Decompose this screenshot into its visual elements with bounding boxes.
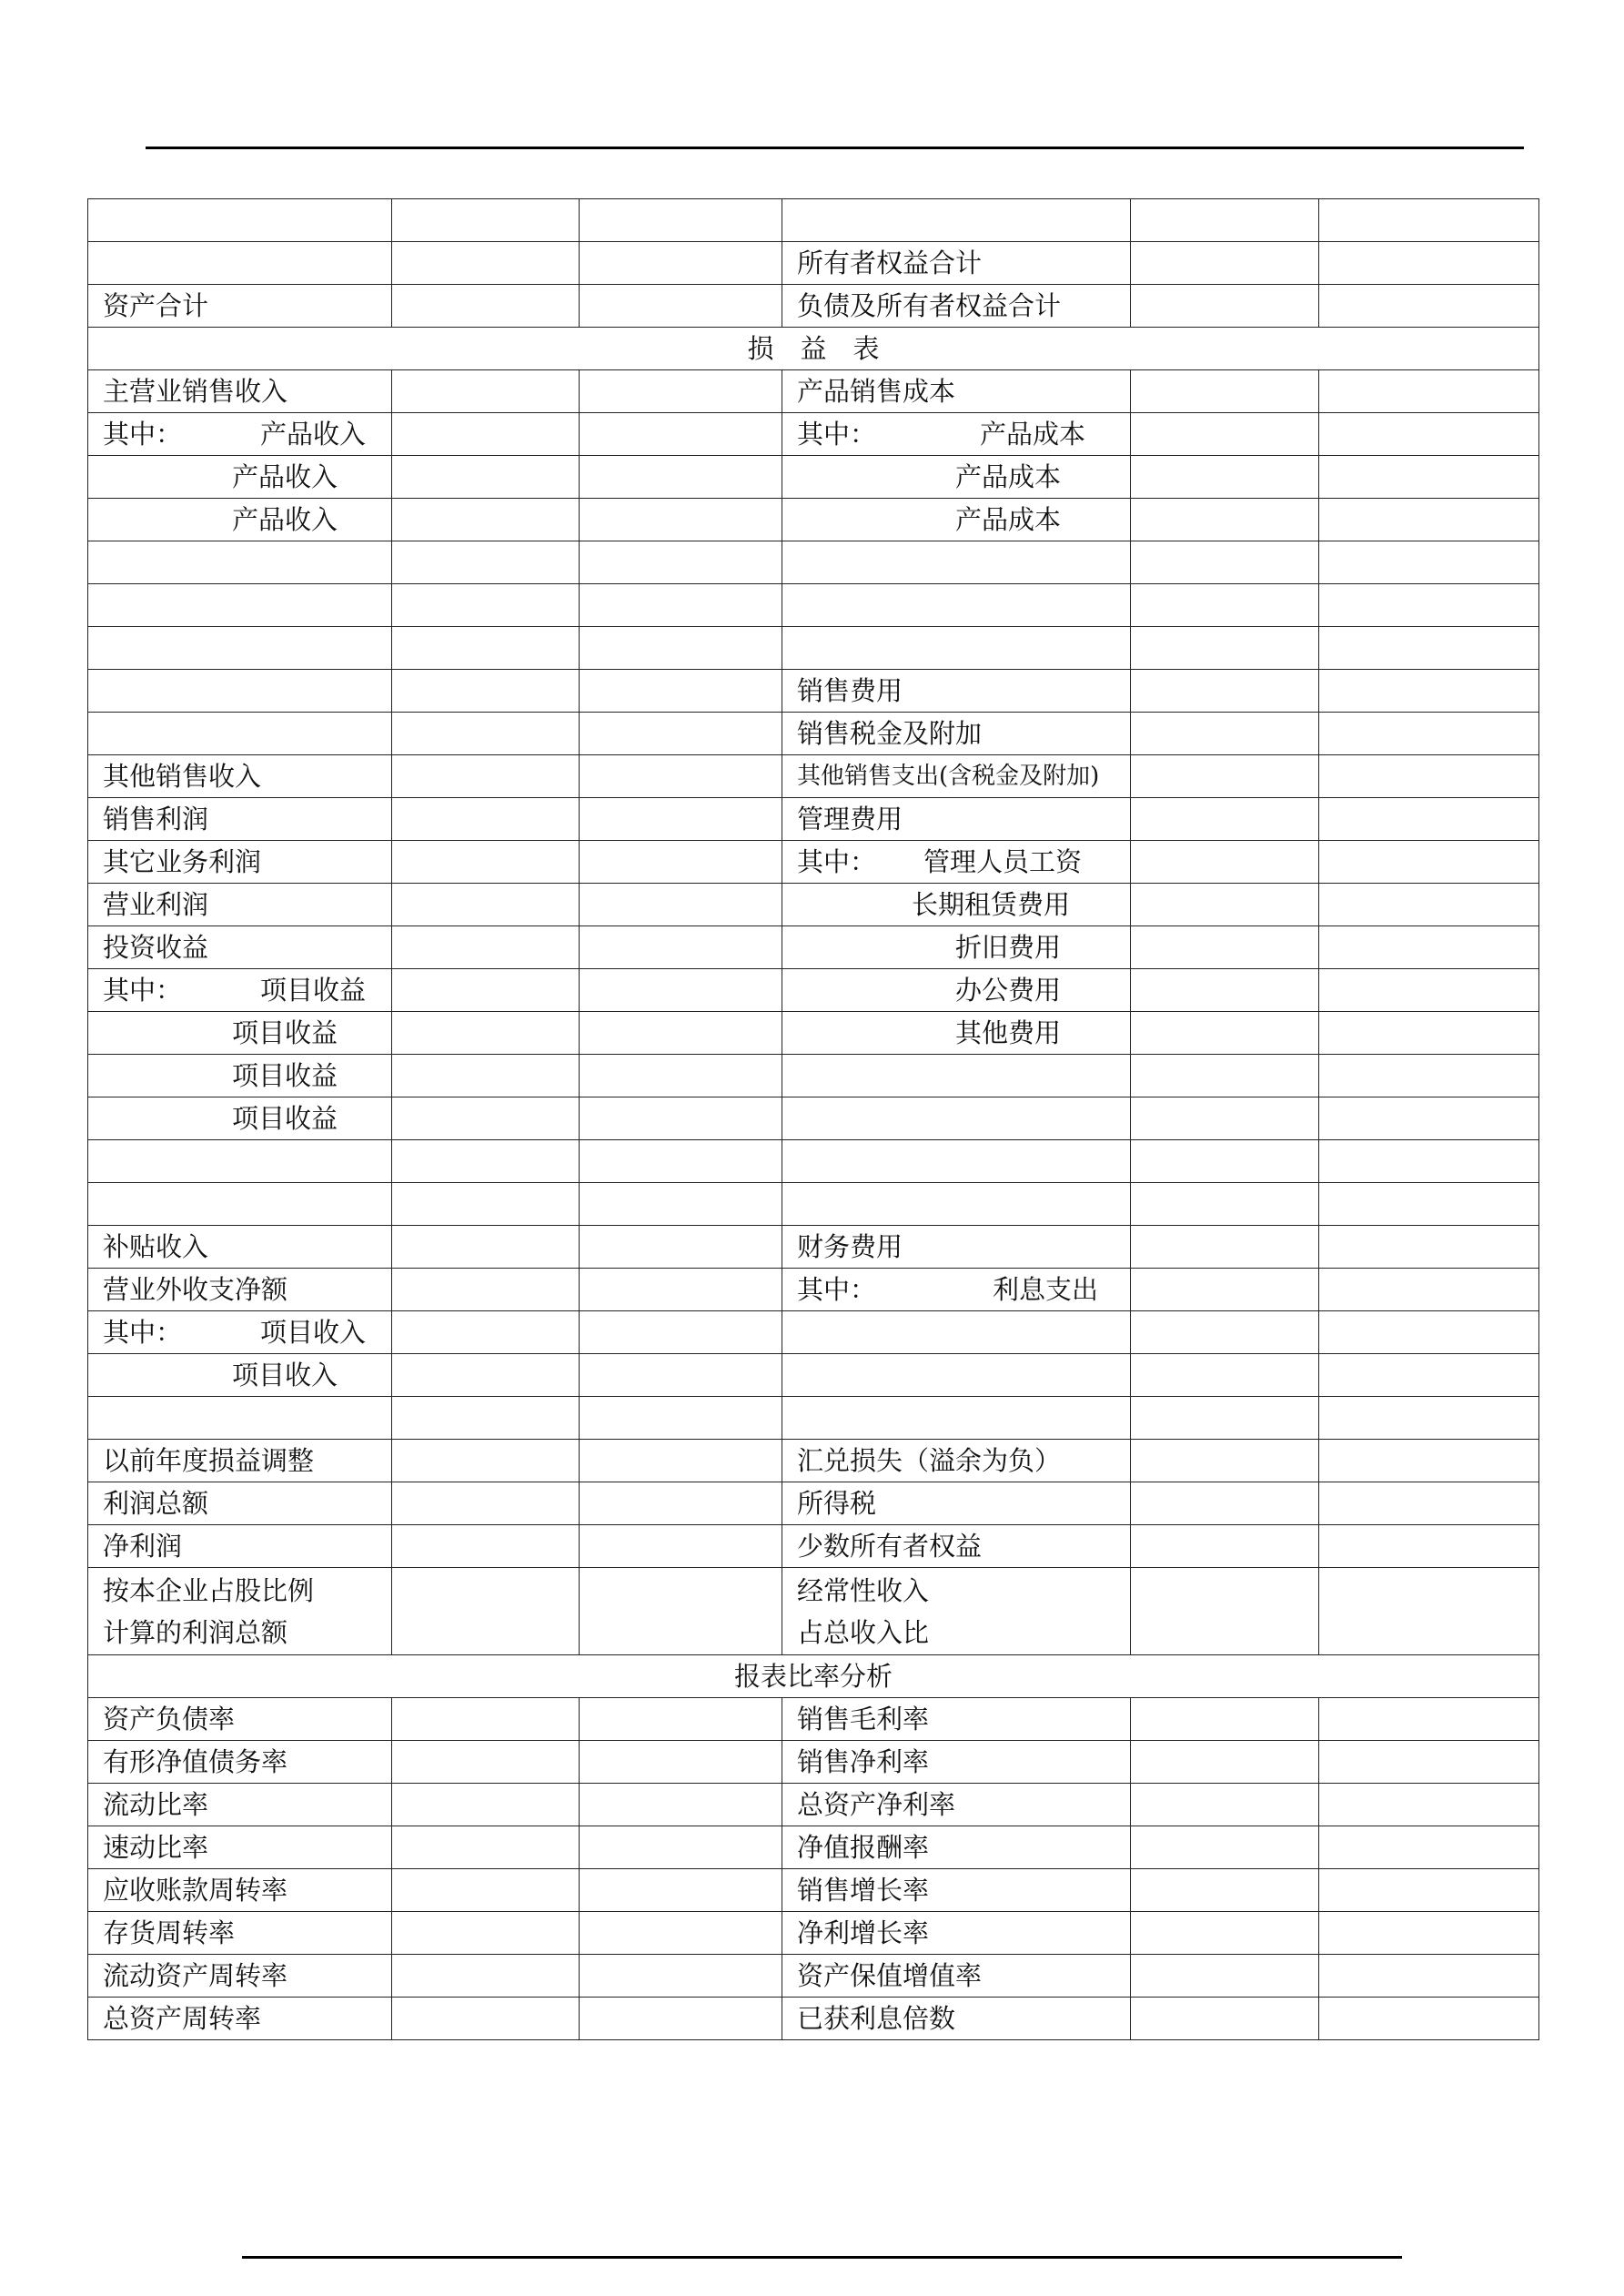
ratio-label: 销售毛利率 (782, 1698, 1131, 1741)
prior-year-adjust-label: 以前年度损益调整 (88, 1440, 392, 1482)
table-row (88, 1269, 1539, 1311)
table-row (88, 1183, 1539, 1226)
table-row (88, 969, 1539, 1012)
exchange-loss-label: 汇兑损失（溢余为负） (782, 1440, 1131, 1482)
admin-expense-label: 管理费用 (782, 798, 1131, 841)
depreciation-label: 折旧费用 (782, 926, 1131, 969)
product-cost-label: 产品成本 (782, 499, 1131, 541)
table-row (88, 456, 1539, 499)
share-profit-line1: 按本企业占股比例 (103, 1574, 315, 1606)
ratio-label: 净值报酬率 (782, 1826, 1131, 1869)
table-row (88, 413, 1539, 456)
table-row (88, 1741, 1539, 1784)
table-row (88, 713, 1539, 755)
table-row (88, 627, 1539, 670)
selling-expense-label: 销售费用 (782, 670, 1131, 713)
financial-statement-table (87, 198, 1539, 2040)
share-profit-line2: 计算的利润总额 (103, 1616, 288, 1648)
of-which-label: 其中： (103, 975, 183, 1006)
assets-total-label: 资产合计 (88, 285, 392, 328)
table-row (88, 1226, 1539, 1269)
share-profit-label (88, 1568, 392, 1655)
ratio-label: 资产负债率 (88, 1698, 392, 1741)
table-row (88, 1311, 1539, 1354)
ratio-label: 速动比率 (88, 1826, 392, 1869)
table-row (88, 798, 1539, 841)
ratio-label: 已获利息倍数 (782, 1998, 1131, 2040)
recurring-income-line2: 占总收入比 (797, 1616, 930, 1648)
table-row (88, 1440, 1539, 1482)
liabilities-equity-total-label: 负债及所有者权益合计 (782, 285, 1131, 328)
table-row (88, 242, 1539, 285)
investment-income-label: 投资收益 (88, 926, 392, 969)
table-row (88, 1055, 1539, 1097)
ratio-label: 流动资产周转率 (88, 1955, 392, 1998)
subsidy-income-label: 补贴收入 (88, 1226, 392, 1269)
net-profit-label: 净利润 (88, 1525, 392, 1568)
table-row (88, 1397, 1539, 1440)
interest-expense-label: 利息支出 (993, 1274, 1099, 1305)
of-which-label: 其中： (103, 1317, 183, 1348)
recurring-income-label (782, 1568, 1131, 1655)
ratio-analysis-title: 报表比率分析 (88, 1655, 1539, 1698)
table-row (88, 370, 1539, 413)
table-row (88, 1784, 1539, 1826)
project-income-label: 项目收益 (88, 1097, 392, 1140)
long-term-lease-label: 长期租赁费用 (782, 884, 1131, 926)
table-row (88, 670, 1539, 713)
table-row (88, 1097, 1539, 1140)
ratio-label: 总资产净利率 (782, 1784, 1131, 1826)
project-revenue-label: 项目收入 (260, 1317, 367, 1348)
income-tax-label: 所得税 (782, 1482, 1131, 1525)
table-row (88, 285, 1539, 328)
ratio-label: 销售增长率 (782, 1869, 1131, 1912)
footer-rule (242, 2256, 1402, 2259)
header-rule (146, 147, 1524, 149)
table-row (88, 926, 1539, 969)
other-expense-label: 其他费用 (782, 1012, 1131, 1055)
other-business-profit-label: 其它业务利润 (88, 841, 392, 884)
other-sales-revenue-label: 其他销售收入 (88, 755, 392, 798)
project-income-label: 项目收益 (88, 1055, 392, 1097)
of-which-label: 其中： (797, 1274, 877, 1305)
owners-equity-total-label: 所有者权益合计 (782, 242, 1131, 285)
table-row (88, 841, 1539, 884)
table-row (88, 1698, 1539, 1741)
section-title-row (88, 328, 1539, 370)
ratio-label: 有形净值债务率 (88, 1741, 392, 1784)
project-income-label: 项目收益 (260, 975, 367, 1006)
product-cost-label: 产品成本 (782, 456, 1131, 499)
of-which-label: 其中： (103, 419, 183, 450)
table-row (88, 199, 1539, 242)
ratio-label: 资产保值增值率 (782, 1955, 1131, 1998)
office-expense-label: 办公费用 (782, 969, 1131, 1012)
ratio-label: 净利增长率 (782, 1912, 1131, 1955)
table-row (88, 1869, 1539, 1912)
table-row (88, 1354, 1539, 1397)
ratio-label: 存货周转率 (88, 1912, 392, 1955)
table-row (88, 541, 1539, 584)
income-statement-title: 损 益 表 (88, 328, 1539, 370)
of-which-label: 其中： (797, 846, 877, 877)
table-row (88, 1568, 1539, 1655)
ratio-label: 总资产周转率 (88, 1998, 392, 2040)
ratio-label: 应收账款周转率 (88, 1869, 392, 1912)
non-operating-net-label: 营业外收支净额 (88, 1269, 392, 1311)
project-revenue-label: 项目收入 (88, 1354, 392, 1397)
of-which-label: 其中： (797, 419, 877, 450)
section-title-row (88, 1655, 1539, 1698)
main-sales-revenue-label: 主营业销售收入 (88, 370, 392, 413)
table-row (88, 755, 1539, 798)
product-revenue-label: 产品收入 (260, 419, 367, 450)
table-row (88, 1912, 1539, 1955)
ratio-label: 销售净利率 (782, 1741, 1131, 1784)
minority-interest-label: 少数所有者权益 (782, 1525, 1131, 1568)
table-row (88, 1140, 1539, 1183)
recurring-income-line1: 经常性收入 (797, 1574, 930, 1606)
table-row (88, 584, 1539, 627)
product-revenue-label: 产品收入 (88, 456, 392, 499)
product-sales-cost-label: 产品销售成本 (782, 370, 1131, 413)
table-row (88, 499, 1539, 541)
table-row (88, 1826, 1539, 1869)
table-row (88, 1525, 1539, 1568)
admin-staff-wages-label: 管理人员工资 (923, 846, 1083, 877)
operating-profit-label: 营业利润 (88, 884, 392, 926)
project-income-label: 项目收益 (88, 1012, 392, 1055)
sales-tax-label: 销售税金及附加 (782, 713, 1131, 755)
ratio-label: 流动比率 (88, 1784, 392, 1826)
total-profit-label: 利润总额 (88, 1482, 392, 1525)
product-revenue-label: 产品收入 (88, 499, 392, 541)
table-row (88, 1482, 1539, 1525)
table-row (88, 1955, 1539, 1998)
table-row (88, 1998, 1539, 2040)
product-cost-label: 产品成本 (980, 419, 1086, 450)
sales-profit-label: 销售利润 (88, 798, 392, 841)
table-row (88, 1012, 1539, 1055)
finance-expense-label: 财务费用 (782, 1226, 1131, 1269)
other-sales-expense-label: 其他销售支出(含税金及附加) (782, 755, 1131, 798)
table-row (88, 884, 1539, 926)
